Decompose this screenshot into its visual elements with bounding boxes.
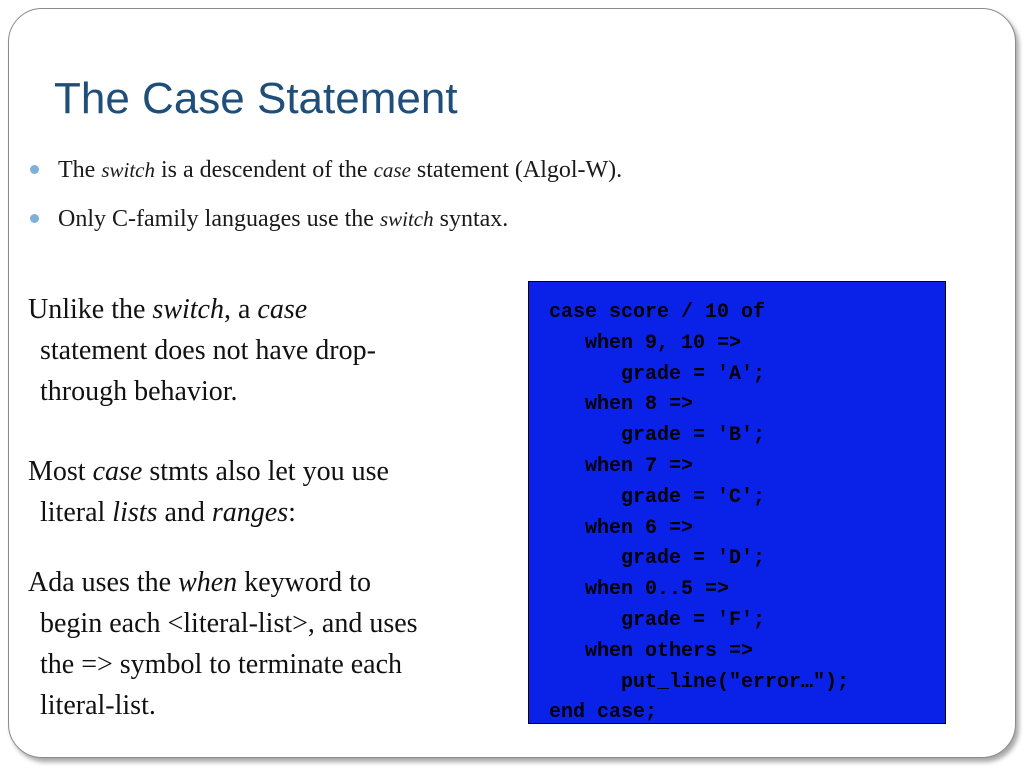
code-line: when 8 => (549, 393, 694, 417)
bullet-item (30, 150, 622, 199)
bullet-dot-icon (30, 165, 39, 174)
bullet-dot-icon (30, 214, 39, 223)
paragraph-line: Ada uses the when keyword to (28, 567, 371, 598)
paragraph-drop-through (28, 289, 508, 412)
code-line: when 9, 10 => (549, 331, 742, 355)
code-line: end case; (549, 701, 658, 725)
code-line: when 6 => (549, 516, 694, 540)
paragraph-line: literal lists and ranges: (40, 497, 296, 528)
code-line: when 7 => (549, 454, 694, 478)
bullet-item (30, 199, 622, 248)
paragraph-lists-ranges (28, 451, 508, 533)
paragraph-line: literal-list. (40, 690, 156, 721)
bullet-list (30, 150, 622, 248)
code-line: when others => (549, 639, 754, 663)
bullet-text: Only C-family languages use the (58, 206, 380, 232)
paragraph-line: begin each <literal-list>, and uses (40, 608, 418, 639)
code-block (528, 281, 946, 724)
paragraph-line: Most case stmts also let you use (28, 456, 389, 487)
bullet-emphasis: switch (101, 158, 155, 182)
code-line: grade = 'F'; (549, 608, 766, 632)
paragraph-line: the => symbol to terminate each (40, 649, 403, 680)
bullet-emphasis: switch (379, 207, 434, 231)
paragraph-line: through behavior. (40, 376, 238, 407)
code-line: case score / 10 of (549, 301, 766, 324)
bullet-text: statement (Algol-W). (410, 157, 623, 183)
bullet-text: is a descendent of the (154, 157, 374, 183)
paragraph-line: statement does not have drop- (40, 335, 376, 366)
slide-title: The Case Statement (54, 74, 458, 123)
bullet-text: syntax. (433, 206, 509, 232)
bullet-emphasis: case (373, 158, 411, 182)
code-line: grade = 'C'; (549, 485, 766, 509)
code-line: when 0..5 => (549, 578, 730, 602)
code-line: put_line("error…"); (549, 670, 850, 694)
paragraph-ada-when (28, 562, 508, 726)
paragraph-line: Unlike the switch, a case (28, 294, 308, 325)
code-line: grade = 'D'; (549, 547, 766, 571)
bullet-text: The (58, 157, 102, 183)
code-line: grade = 'B'; (549, 424, 766, 448)
code-line: grade = 'A'; (549, 362, 766, 386)
